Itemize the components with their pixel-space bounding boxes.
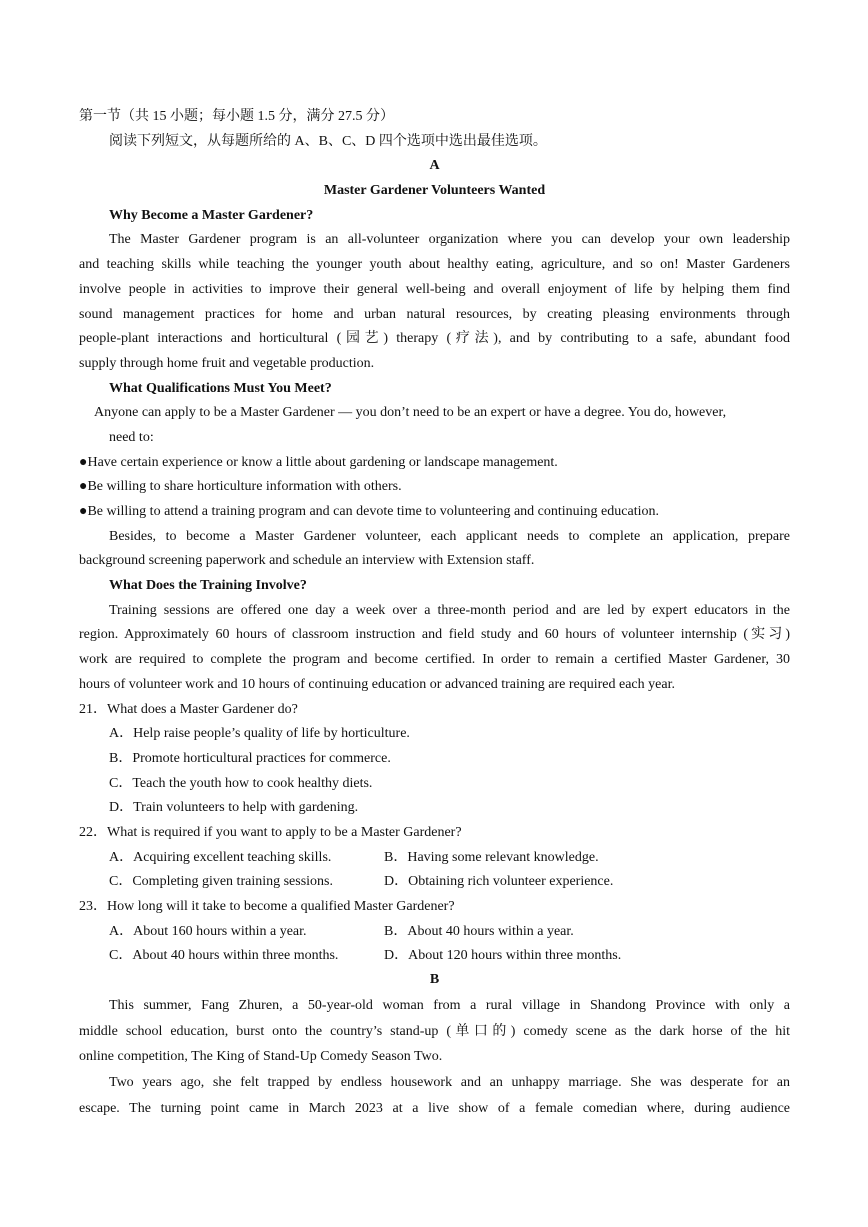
question-number: 22． [79, 824, 107, 840]
paragraph-line: hours of volunteer work and 10 hours of continuing education or advanced training are required each year. [79, 676, 675, 692]
question-number: 21． [79, 701, 107, 717]
passage-b-block [79, 967, 790, 1122]
paragraph-line: supply through home fruit and vegetable production. [79, 355, 375, 371]
paragraph-line: involve people in activities to improve their general well-being and overall enjoyment of life by helping them find [79, 281, 790, 297]
question-stem: What is required if you want to apply to be a Master Gardener? [107, 824, 462, 840]
paragraph-line: sound management practices for home and urban natural resources, by creating pleasing environments through [79, 306, 790, 322]
section-heading: What Does the Training Involve? [109, 578, 307, 594]
option-b: B．Promote horticultural practices for commerce. [109, 750, 391, 766]
paragraph-line: region. Approximately 60 hours of classroom instruction and field study and 60 hours of volunteer internship (实习) [79, 627, 790, 643]
section-heading: What Qualifications Must You Meet? [109, 380, 332, 396]
section-header: 第一节（共 15 小题；每小题 1.5 分，满分 27.5 分） [79, 109, 394, 124]
paragraph-line: The Master Gardener program is an all-volunteer organization where you can develop your own leadership [109, 232, 790, 248]
option-d: D．About 120 hours within three months. [384, 948, 622, 964]
bullet-item: ●Be willing to attend a training program and can devote time to volunteering and continuing education. [79, 504, 659, 519]
option-row [79, 870, 790, 895]
question-21 [79, 698, 790, 723]
option-c: C．Teach the youth how to cook healthy diets. [109, 775, 373, 791]
passage-label: A [429, 158, 440, 174]
paragraph-line: Besides, to become a Master Gardener volunteer, each applicant needs to complete an application, prepare [109, 528, 790, 544]
section-heading: Why Become a Master Gardener? [109, 207, 314, 223]
option-c: C．About 40 hours within three months. [109, 948, 339, 964]
option-d: D．Train volunteers to help with gardening. [109, 800, 359, 816]
option-c: C．Completing given training sessions. [109, 874, 333, 890]
bullet-item: ●Be willing to share horticulture information with others. [79, 479, 402, 495]
passage-label: B [429, 972, 440, 987]
question-23 [79, 895, 790, 920]
paragraph-line: online competition, The King of Stand-Up Comedy Season Two. [79, 1049, 443, 1065]
paragraph-line: need to: [109, 429, 154, 445]
question-number: 23． [79, 899, 107, 914]
option-a: A．Help raise people’s quality of life by horticulture. [109, 726, 410, 742]
paragraph-line: middle school education, burst onto the country’s stand-up (单口的) comedy scene as the dark horse of the hit [79, 1023, 790, 1039]
option-b: B．Having some relevant knowledge. [384, 849, 599, 865]
passage-a-block [79, 105, 790, 969]
bullet-item: ●Have certain experience or know a little about gardening or landscape management. [79, 454, 558, 470]
instructions: 阅读下列短文，从每题所给的 A、B、C、D 四个选项中选出最佳选项。 [109, 133, 547, 149]
paragraph-line: Anyone can apply to be a Master Gardener — you don’t need to be an expert or have a degree. You do, however, [94, 405, 727, 421]
passage-title: Master Gardener Volunteers Wanted [323, 183, 546, 199]
paragraph-line: and teaching skills while teaching the younger youth about healthy eating, agriculture, and so on! Master Gardeners [79, 257, 790, 273]
paragraph-line: work are required to complete the program and become certified. In order to remain a certified Master Gardener, 30 [79, 652, 790, 668]
paragraph-line: escape. The turning point came in March 2023 at a live show of a female comedian where, during audience [79, 1100, 790, 1116]
option-row [79, 846, 790, 871]
option-a: A．About 160 hours within a year. [109, 923, 307, 939]
option-row [79, 944, 790, 969]
paragraph-line: Training sessions are offered one day a week over a three-month period and are led by expert educators in the [109, 602, 790, 618]
question-22 [79, 821, 790, 846]
option-row [79, 920, 790, 945]
paragraph-line: background screening paperwork and schedule an interview with Extension staff. [79, 553, 535, 569]
question-stem: What does a Master Gardener do? [107, 701, 298, 717]
paragraph-line: people-plant interactions and horticultural (园艺) therapy (疗法), and by contributing to a safe, abundant food [79, 331, 790, 347]
option-a: A．Acquiring excellent teaching skills. [109, 849, 332, 865]
option-d: D．Obtaining rich volunteer experience. [384, 874, 614, 890]
paragraph-line: This summer, Fang Zhuren, a 50-year-old woman from a rural village in Shandong Province with only a [109, 997, 790, 1013]
paragraph-line: Two years ago, she felt trapped by endless housework and an unhappy marriage. She was desperate for an [109, 1075, 790, 1091]
option-b: B．About 40 hours within a year. [384, 923, 574, 939]
question-stem: How long will it take to become a qualified Master Gardener? [107, 899, 455, 914]
